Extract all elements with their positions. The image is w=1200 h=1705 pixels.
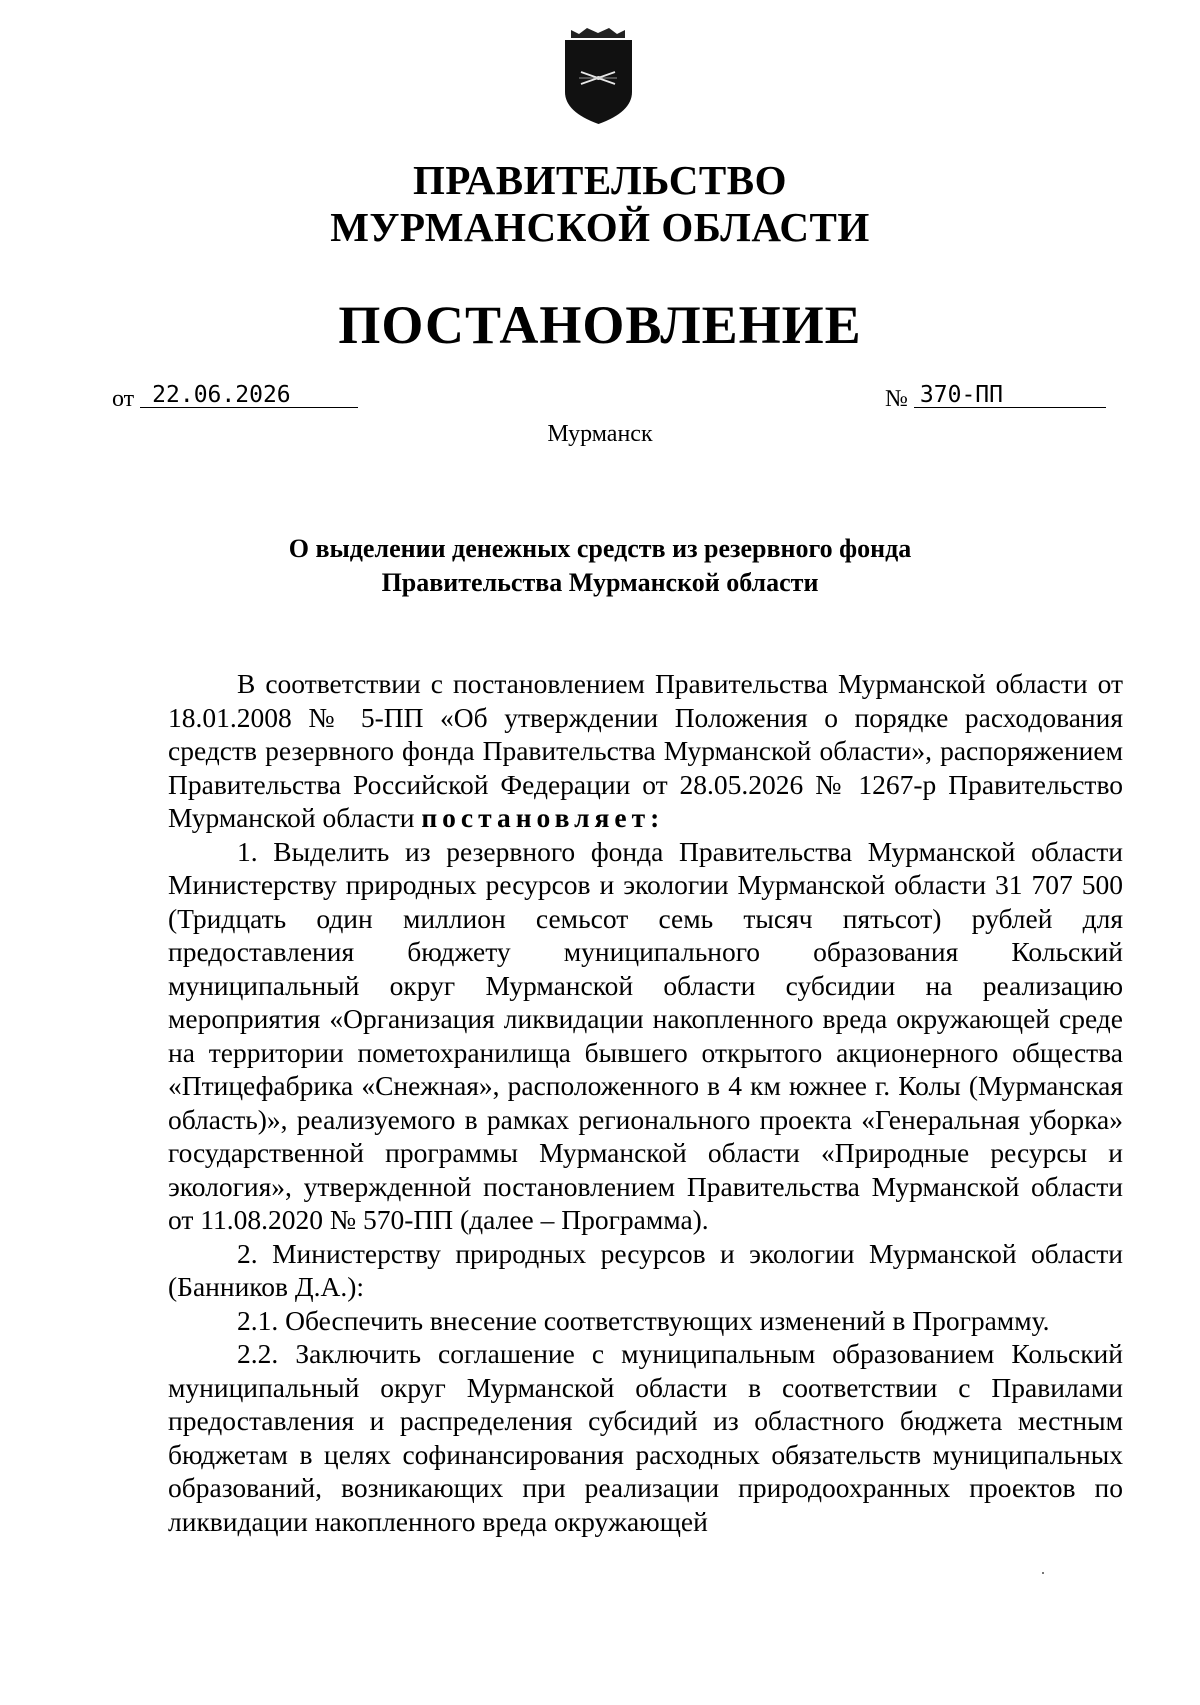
number-value: 370-ПП xyxy=(914,384,1106,408)
organization-name-line1: ПРАВИТЕЛЬСТВО xyxy=(412,157,788,203)
number-prefix: № xyxy=(885,386,908,412)
organization-name-line2: МУРМАНСКОЙ ОБЛАСТИ xyxy=(330,204,870,250)
subject-line2: Правительства Мурманской области xyxy=(381,568,819,597)
subject-line1: О выделении денежных средств из резервного фонда xyxy=(288,534,912,563)
clause-1-paragraph: 1. Выделить из резервного фонда Правительства Мурманской области Министерству природных ресурсов и экологии Мурманской области 31 707 500 (Тридцать один миллион семьсот семь тысяч пятьсот) рублей для предоставления бюджету муниципального образования Кольский муниципальный округ Мурманской области субсидии на реализацию мероприятия «Организация ликвидации накопленного вреда окружающей среде на территории пометохранилища бывшего открытого акционерного общества «Птицефабрика «Снежная», расположенного в 4 км южнее г. Колы (Мурманская область)», реализуемого в рамках регионального проекта «Генеральная уборка» государственной программы Мурманской области «Природные ресурсы и экология», утвержденной постановлением Правительства Мурманской области от 11.08.2020 № 570-ПП (далее – Программа). xyxy=(168,835,1123,1235)
clause-2-2-paragraph: 2.2. Заключить соглашение с муниципальным образованием Кольский муниципальный округ Мурманской области в соответствии с Правилами предоставления и распределения субсидий из областного бюджета местным бюджетам в целях софинансирования расходных обязательств муниципальных образований, возникающих при реализации природоохранных проектов по ликвидации накопленного вреда окружающей xyxy=(168,1338,1123,1537)
preamble-paragraph xyxy=(168,667,1123,835)
city-name: Мурманск xyxy=(547,421,653,447)
clause-2-paragraph: 2. Министерству природных ресурсов и экологии Мурманской области (Банников Д.А.): xyxy=(168,1237,1123,1302)
date-prefix: от xyxy=(112,386,135,412)
document-body xyxy=(168,667,1123,1538)
scan-artifact xyxy=(1042,1572,1044,1574)
document-subject xyxy=(0,532,1200,600)
document-type-title: ПОСТАНОВЛЕНИЕ xyxy=(338,295,862,355)
coat-of-arms-icon xyxy=(557,26,640,126)
document-date xyxy=(112,382,358,412)
document-number xyxy=(885,382,1106,412)
date-value: 22.06.2026 xyxy=(140,384,358,408)
preamble-text: В соответствии с постановлением Правительства Мурманской области от 18.01.2008 № 5-ПП «Об утверждении Положения о порядке расходования средств резервного фонда Правительства Мурманской области», распоряжением Правительства Российской Федерации от 28.05.2026 № 1267-р Правительство Мурманской области xyxy=(168,668,1123,833)
resolves-keyword: постановляет: xyxy=(421,802,665,833)
clause-2-1-paragraph: 2.1. Обеспечить внесение соответствующих изменений в Программу. xyxy=(237,1304,1050,1336)
